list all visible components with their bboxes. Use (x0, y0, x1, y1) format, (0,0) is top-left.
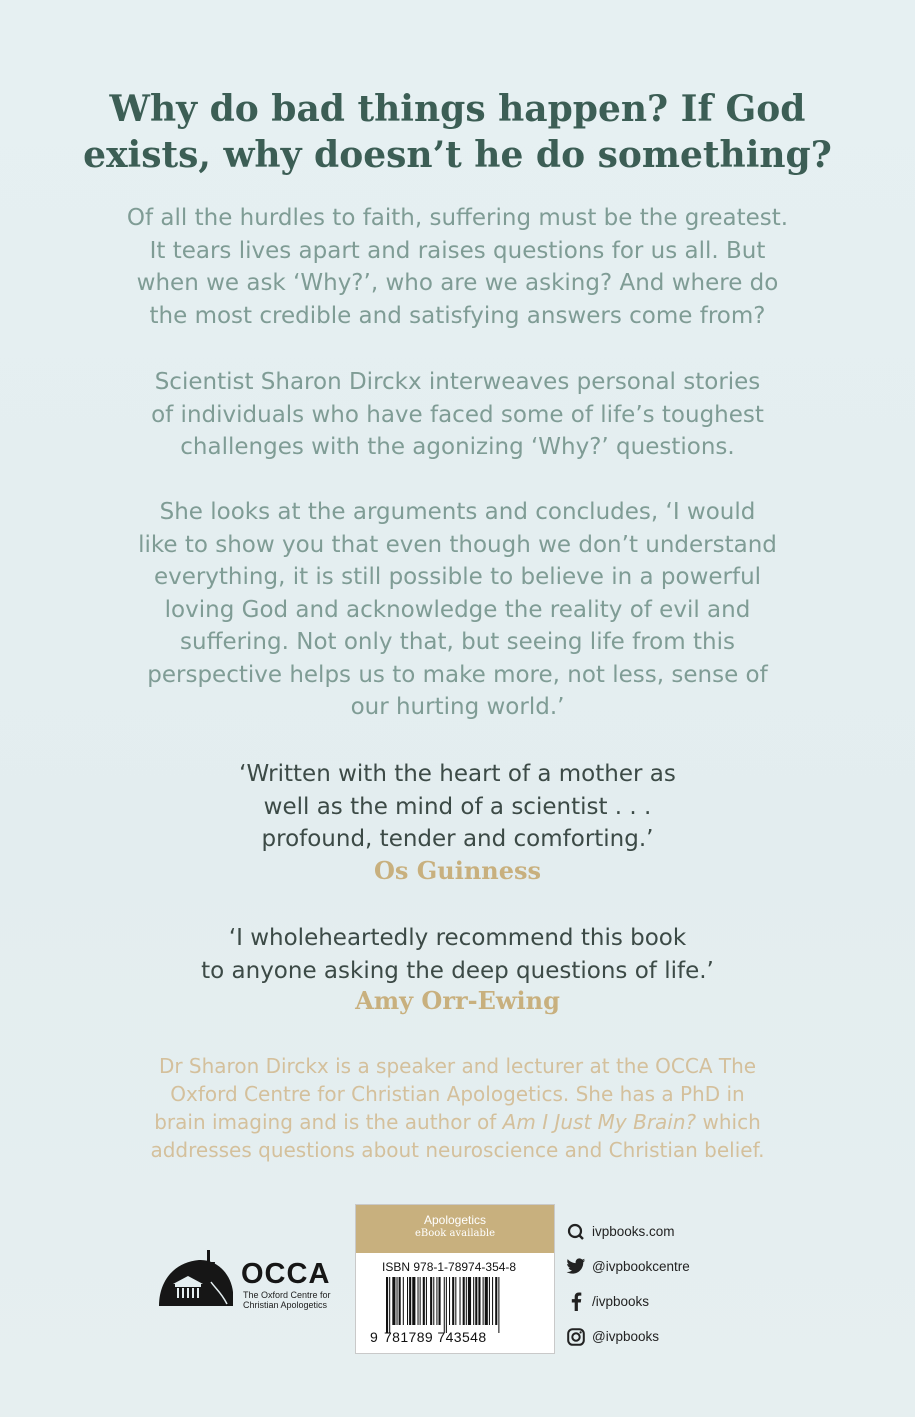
blurb-line: everything, it is still possible to believe in a powerful (153, 564, 762, 590)
endorsement-quote-2 (60, 922, 855, 987)
barcode-bar (392, 1277, 395, 1325)
barcode-bar (436, 1277, 437, 1325)
occa-subtitle-line: Christian Apologetics (243, 1300, 328, 1310)
blurb-line: loving God and acknowledge the reality of evil and (164, 596, 751, 623)
blurb-paragraph-3 (40, 496, 875, 724)
occa-logo (155, 1248, 355, 1318)
bio-line: Oxford Centre for Christian Apologetics. She has a PhD in (170, 1082, 745, 1106)
barcode-bar (466, 1277, 467, 1325)
barcode-bar (412, 1277, 415, 1325)
blurb-line: Scientist Sharon Dirckx interweaves personal stories (154, 369, 761, 395)
social-website[interactable] (566, 1214, 766, 1249)
barcode-bar (468, 1277, 471, 1325)
barcode-box (355, 1204, 555, 1354)
barcode-bar (444, 1277, 445, 1333)
blurb-paragraph-1 (40, 202, 875, 332)
barcode-bar (449, 1277, 450, 1325)
barcode-bar (475, 1277, 477, 1325)
facebook-icon (566, 1292, 586, 1312)
quote-line: ‘I wholeheartedly recommend this book (228, 925, 687, 951)
barcode-bar (426, 1277, 427, 1325)
category-banner (356, 1205, 554, 1253)
barcode-bar (409, 1277, 411, 1325)
search-icon (566, 1222, 586, 1242)
barcode-first-digit: 9 (370, 1329, 378, 1345)
bio-text: brain imaging and is the author of (154, 1110, 503, 1134)
twitter-handle: @ivpbookcentre (592, 1259, 690, 1274)
blurb-line: She looks at the arguments and concludes, ‘I would (159, 499, 756, 525)
occa-emblem-icon (155, 1248, 235, 1310)
bio-text: which (696, 1110, 761, 1134)
barcode-bar (403, 1277, 404, 1325)
barcode-bar (478, 1277, 480, 1325)
barcode-bar (399, 1277, 401, 1325)
category-label: Apologetics (423, 1213, 487, 1227)
barcode-bar (483, 1277, 484, 1325)
blurb-line: It tears lives apart and raises questions for us all. But (149, 237, 766, 264)
social-facebook[interactable] (566, 1284, 766, 1319)
barcode-bar (446, 1277, 447, 1333)
barcode-bar (489, 1277, 490, 1325)
endorsement-quote-1 (60, 758, 855, 856)
headline (40, 86, 875, 178)
barcode-bars (386, 1277, 546, 1333)
quote-line: to anyone asking the deep questions of life.’ (201, 957, 714, 984)
occa-subtitle (243, 1290, 331, 1310)
barcode-bar (439, 1277, 441, 1325)
barcode-bar (452, 1277, 454, 1325)
blurb-line: Of all the hurdles to faith, suffering must be the greatest. (126, 205, 789, 231)
barcode-bar (407, 1277, 408, 1325)
barcode-bar (389, 1277, 390, 1333)
barcode-bar (433, 1277, 434, 1325)
barcode-bar (485, 1277, 488, 1325)
barcode-bar (495, 1277, 497, 1325)
barcode-bar (386, 1277, 388, 1333)
website-text: ivpbooks.com (592, 1224, 675, 1239)
barcode-bar (492, 1277, 493, 1325)
barcode-bar (473, 1277, 474, 1325)
blurb-paragraph-2 (40, 366, 875, 464)
bio-line: addresses questions about neuroscience and Christian belief. (150, 1138, 765, 1162)
headline-line: exists, why doesn’t he do something? (83, 134, 832, 176)
bio-line (60, 1108, 855, 1136)
ebook-label: eBook available (415, 1228, 495, 1239)
barcode-bar (397, 1277, 398, 1325)
blurb-line: our hurting world.’ (350, 694, 565, 720)
occa-name: OCCA (241, 1258, 331, 1290)
barcode-bar (423, 1277, 425, 1325)
blurb-line: perspective helps us to make more, not less, sense of (147, 661, 768, 688)
barcode-bar (463, 1277, 465, 1325)
quote-line: ‘Written with the heart of a mother as (239, 761, 676, 787)
endorsement-author-1: Os Guinness (373, 856, 542, 885)
headline-line: Why do bad things happen? If God (109, 88, 806, 130)
occa-subtitle-line: The Oxford Centre for (243, 1290, 331, 1300)
instagram-icon (566, 1327, 586, 1347)
isbn-label: ISBN 978-1-78974-354-8 (382, 1260, 517, 1274)
bio-line: Dr Sharon Dirckx is a speaker and lecturer at the OCCA The (158, 1054, 757, 1078)
social-instagram[interactable] (566, 1319, 766, 1354)
barcode-bar (430, 1277, 432, 1325)
quote-line: profound, tender and comforting.’ (261, 826, 654, 852)
endorsement-author-2: Amy Orr-Ewing (355, 986, 560, 1015)
barcode-digits: 781789 743548 (384, 1329, 487, 1345)
book-title: Am I Just My Brain? (502, 1110, 697, 1134)
blurb-line: when we ask ‘Why?’, who are we asking? And where do (136, 270, 779, 296)
blurb-line: the most credible and satisfying answers come from? (149, 302, 766, 329)
blurb-line: of individuals who have faced some of life’s toughest (151, 401, 764, 428)
twitter-icon (566, 1257, 586, 1277)
blurb-line: challenges with the agonizing ‘Why?’ questions. (180, 434, 735, 460)
author-bio (60, 1052, 855, 1164)
social-twitter[interactable] (566, 1249, 766, 1284)
blurb-line: like to show you that even though we don’t understand (138, 531, 777, 558)
barcode-bar (460, 1277, 461, 1325)
blurb-line: suffering. Not only that, but seeing life from this (180, 629, 735, 655)
barcode-bar (420, 1277, 421, 1325)
social-links (566, 1214, 766, 1354)
barcode-bar (418, 1277, 419, 1325)
barcode-bar (498, 1277, 499, 1333)
quote-line: well as the mind of a scientist . . . (263, 793, 652, 820)
instagram-handle: @ivpbooks (592, 1329, 659, 1344)
facebook-handle: /ivpbooks (592, 1294, 650, 1309)
barcode-bar (455, 1277, 456, 1325)
